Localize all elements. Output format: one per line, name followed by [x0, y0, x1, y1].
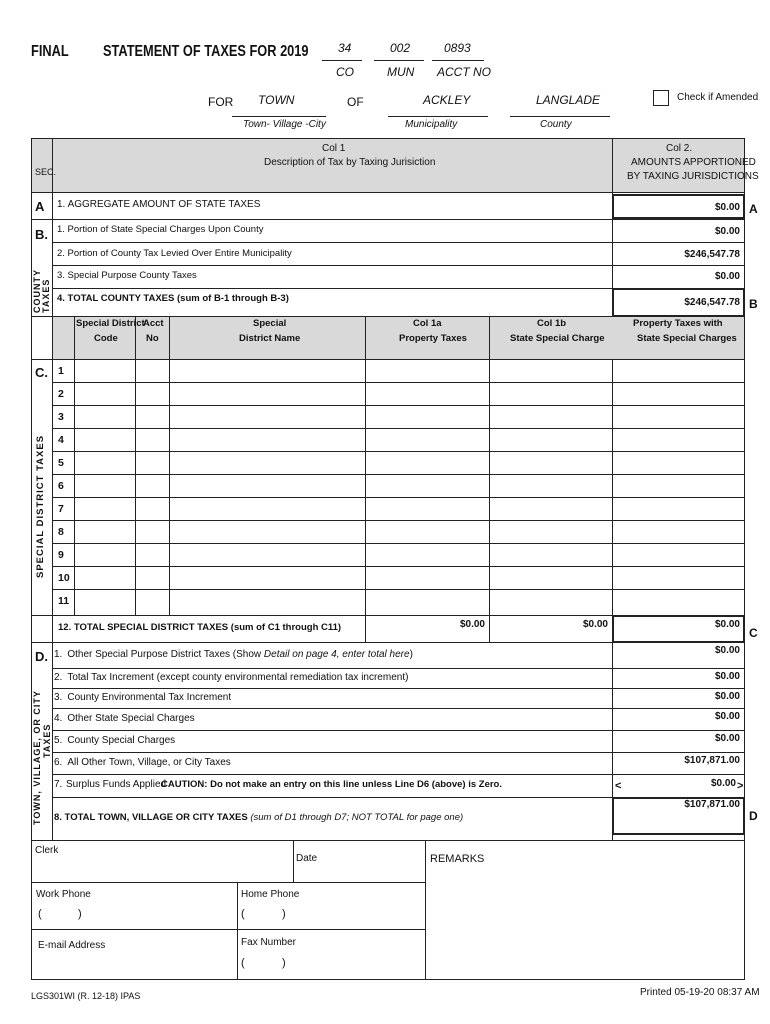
- section-c-row-number: 10: [58, 572, 70, 584]
- fax-label: Fax Number: [241, 937, 297, 948]
- section-c-cell[interactable]: [136, 521, 169, 542]
- section-c-cell[interactable]: [490, 544, 612, 565]
- section-c-cell[interactable]: [170, 567, 365, 588]
- section-c-cell[interactable]: [75, 590, 135, 611]
- section-c-cell[interactable]: [136, 429, 169, 450]
- section-c-row-number: 6: [58, 480, 64, 492]
- section-c-cell[interactable]: [136, 475, 169, 496]
- c-header-name-2: District Name: [239, 333, 301, 344]
- town-underline: [232, 116, 326, 117]
- section-c-cell[interactable]: [613, 360, 744, 381]
- section-c-cell[interactable]: [490, 383, 612, 404]
- section-b-row-1-label: 1. Portion of State Special Charges Upon County: [57, 224, 264, 235]
- col2-subtitle-1: AMOUNTS APPORTIONED: [631, 157, 756, 168]
- section-c-total-label: 12. TOTAL SPECIAL DISTRICT TAXES (sum of C1 through C11): [58, 622, 342, 633]
- d7-number: 7.: [54, 779, 63, 790]
- section-d-row-text: Other Special Purpose District Taxes (Show: [67, 649, 264, 660]
- final-label: FINAL: [31, 43, 69, 60]
- section-c-cell[interactable]: [75, 406, 135, 427]
- section-c-cell[interactable]: [170, 475, 365, 496]
- town-value: TOWN: [258, 93, 295, 107]
- section-d-side: D: [749, 809, 758, 823]
- section-c-cell[interactable]: [136, 452, 169, 473]
- section-c-cell[interactable]: [170, 406, 365, 427]
- section-d-row-number: 5.: [54, 735, 63, 746]
- section-c-cell[interactable]: [366, 406, 489, 427]
- section-d-row-label: [54, 693, 231, 703]
- d7-caution: CAUTION: Do not make an entry on this line unless Line D6 (above) is Zero.: [161, 779, 502, 790]
- section-d-row-amount: $0.00: [714, 711, 740, 722]
- d8-label-main: 8. TOTAL TOWN, VILLAGE OR CITY TAXES: [54, 812, 248, 823]
- section-d-row-number: 2.: [54, 672, 63, 683]
- section-c-cell[interactable]: [366, 590, 489, 611]
- section-c-cell[interactable]: [170, 544, 365, 565]
- section-c-cell[interactable]: [170, 452, 365, 473]
- section-d-row-note: Detail on page 4, enter total here: [263, 649, 410, 660]
- section-c-cell[interactable]: [170, 521, 365, 542]
- section-c-cell[interactable]: [170, 590, 365, 611]
- section-b-row-2-amount: $246,547.78: [684, 249, 740, 260]
- section-d-row-label: [54, 673, 408, 683]
- col2-title: Col 2.: [666, 143, 693, 154]
- section-c-cell[interactable]: [75, 475, 135, 496]
- form-title: STATEMENT OF TAXES FOR 2019: [103, 43, 309, 60]
- printed-timestamp: Printed 05-19-20 08:37 AM: [640, 987, 760, 998]
- c-header-name-1: Special: [253, 318, 287, 329]
- acct-underline: [432, 60, 484, 61]
- section-d-row-amount: $0.00: [714, 733, 740, 744]
- section-d-row-amount: $107,871.00: [684, 755, 740, 766]
- mun-label: MUN: [387, 65, 415, 79]
- section-d-row-number: 6.: [54, 757, 63, 768]
- section-b-side: B: [749, 297, 758, 311]
- section-d-row-amount: $0.00: [714, 671, 740, 682]
- section-d-row-number: 3.: [54, 692, 63, 703]
- section-c-cell[interactable]: [170, 360, 365, 381]
- section-c-cell[interactable]: [75, 360, 135, 381]
- section-c-cell[interactable]: [75, 429, 135, 450]
- town-label: Town- Village -City: [243, 119, 326, 130]
- acct-value: 0893: [444, 41, 471, 55]
- section-c-cell[interactable]: [366, 429, 489, 450]
- d8-label-note: (sum of D1 through D7; NOT TOTAL for page one): [250, 812, 464, 823]
- col1-description: Description of Tax by Taxing Jurisiction: [264, 157, 436, 168]
- d7-gt: >: [737, 780, 744, 792]
- amended-checkbox[interactable]: [653, 90, 669, 106]
- sec-header: SEC.: [35, 167, 57, 177]
- section-d-row-number: 1.: [54, 649, 63, 660]
- county-underline: [510, 116, 610, 117]
- d7-lt: <: [615, 780, 622, 792]
- d8-label: [54, 813, 463, 823]
- section-c-cell[interactable]: [136, 590, 169, 611]
- section-c-cell[interactable]: [490, 567, 612, 588]
- section-b-row-3-amount: $0.00: [714, 271, 740, 282]
- section-b-total-amount: $246,547.78: [684, 297, 740, 308]
- section-c-cell[interactable]: [75, 452, 135, 473]
- home-phone-label: Home Phone: [241, 889, 300, 900]
- section-c-row-number: 8: [58, 526, 64, 538]
- special-district-vertical: SPECIAL DISTRICT TAXES: [35, 434, 46, 578]
- email-field[interactable]: [34, 955, 234, 977]
- section-c-cell[interactable]: [613, 567, 744, 588]
- section-c-side: C: [749, 626, 758, 640]
- section-c-row-number: 4: [58, 434, 64, 446]
- c-header-acct-1: Acct: [143, 318, 164, 329]
- section-c-row-number: 5: [58, 457, 64, 469]
- section-c-cell[interactable]: [75, 498, 135, 519]
- acct-label: ACCT NO: [437, 65, 491, 79]
- section-d-row-label: [54, 736, 175, 746]
- home-phone-paren-open: (: [241, 908, 245, 920]
- section-c-cell[interactable]: [366, 383, 489, 404]
- section-c-row-number: 9: [58, 549, 64, 561]
- section-a-label: 1. AGGREGATE AMOUNT OF STATE TAXES: [57, 199, 261, 210]
- section-c-row-number: 7: [58, 503, 64, 515]
- section-c-row-number: 11: [58, 595, 70, 607]
- section-c-cell[interactable]: [170, 429, 365, 450]
- town-taxes-vertical: TOWN, VILLAGE, OR CITY TAXES: [32, 690, 52, 825]
- for-label: FOR: [208, 95, 234, 109]
- municipality-underline: [388, 116, 488, 117]
- home-phone-paren-close: ): [282, 908, 286, 920]
- section-c-cell[interactable]: [366, 498, 489, 519]
- section-c-cell[interactable]: [136, 406, 169, 427]
- section-d-row-number: 4.: [54, 713, 63, 724]
- section-c-cell[interactable]: [366, 544, 489, 565]
- section-c-cell[interactable]: [75, 544, 135, 565]
- section-c-cell[interactable]: [490, 360, 612, 381]
- section-d-row-text: All Other Town, Village, or City Taxes: [67, 757, 231, 768]
- section-c-row-number: 3: [58, 411, 64, 423]
- section-c-cell[interactable]: [613, 383, 744, 404]
- section-d-row-label: [54, 650, 413, 660]
- section-d-row-text: Other State Special Charges: [67, 713, 195, 724]
- section-c-total-1a: $0.00: [459, 619, 485, 630]
- section-c-cell[interactable]: [613, 475, 744, 496]
- fax-field[interactable]: [246, 954, 422, 976]
- d7-label: Surplus Funds Applied: [66, 779, 167, 790]
- section-c-cell[interactable]: [75, 521, 135, 542]
- section-b-row-2-label: 2. Portion of County Tax Levied Over Entire Municipality: [57, 248, 292, 259]
- section-c-cell[interactable]: [613, 452, 744, 473]
- county-taxes-vertical: COUNTY TAXES: [32, 269, 51, 313]
- section-a-letter: A: [35, 199, 45, 214]
- mun-underline: [374, 60, 424, 61]
- section-c-row-number: 2: [58, 388, 64, 400]
- section-b-total-label: 4. TOTAL COUNTY TAXES (sum of B-1 through B-3): [57, 293, 289, 304]
- section-d-row-label: [54, 714, 195, 724]
- section-d-row-text: County Special Charges: [67, 735, 176, 746]
- work-phone-paren-close: ): [78, 908, 82, 920]
- d7-amount: $0.00: [710, 778, 736, 789]
- section-c-cell[interactable]: [490, 429, 612, 450]
- work-phone-label: Work Phone: [36, 889, 91, 900]
- work-phone-paren-open: (: [38, 908, 42, 920]
- home-phone-field[interactable]: [246, 905, 422, 925]
- section-d-row-text: County Environmental Tax Increment: [67, 692, 232, 703]
- work-phone-field[interactable]: [44, 905, 234, 925]
- date-label: Date: [296, 853, 318, 864]
- col2-subtitle-2: BY TAXING JURISDICTIONS: [627, 171, 759, 182]
- clerk-label: Clerk: [35, 845, 59, 856]
- section-c-cell[interactable]: [490, 590, 612, 611]
- co-underline: [322, 60, 362, 61]
- section-c-letter: C.: [35, 365, 48, 380]
- section-c-cell[interactable]: [136, 498, 169, 519]
- section-c-cell[interactable]: [613, 544, 744, 565]
- c-header-acct-2: No: [146, 333, 159, 344]
- section-d-row-label: [54, 758, 231, 768]
- section-c-cell[interactable]: [613, 521, 744, 542]
- section-c-cell[interactable]: [136, 383, 169, 404]
- amended-label: Check if Amended: [677, 92, 759, 103]
- section-d-row-note-end: ): [409, 649, 413, 660]
- section-c-cell[interactable]: [136, 360, 169, 381]
- c-header-with-1: Property Taxes with: [633, 318, 723, 329]
- section-a-side: A: [749, 202, 758, 216]
- section-d-row-amount: $0.00: [714, 645, 740, 656]
- c-header-col1b-1: Col 1b: [537, 318, 567, 329]
- section-d-letter: D.: [35, 649, 48, 664]
- c-header-col1b-2: State Special Charge: [510, 333, 605, 344]
- section-d-row-text: Total Tax Increment (except county environmental remediation tax increment): [67, 672, 409, 683]
- section-c-cell[interactable]: [613, 590, 744, 611]
- county-value: LANGLADE: [536, 93, 601, 107]
- fax-paren-close: ): [282, 957, 286, 969]
- section-c-cell[interactable]: [366, 452, 489, 473]
- c-header-code-1: Special District: [76, 318, 145, 329]
- co-value: 34: [338, 41, 352, 55]
- section-c-cell[interactable]: [490, 475, 612, 496]
- section-d-total-amount: $107,871.00: [684, 799, 740, 810]
- col1-title: Col 1: [322, 143, 346, 154]
- section-c-cell[interactable]: [136, 567, 169, 588]
- section-c-cell[interactable]: [490, 452, 612, 473]
- municipality-value: ACKLEY: [423, 93, 471, 107]
- section-b-row-3-label: 3. Special Purpose County Taxes: [57, 270, 197, 281]
- section-c-cell[interactable]: [366, 475, 489, 496]
- section-c-cell[interactable]: [136, 544, 169, 565]
- remarks-field[interactable]: [426, 870, 743, 978]
- c-header-code-2: Code: [94, 333, 118, 344]
- clerk-field[interactable]: [32, 858, 292, 881]
- section-c-cell[interactable]: [490, 498, 612, 519]
- section-a-amount: $0.00: [714, 202, 740, 213]
- section-c-cell[interactable]: [366, 567, 489, 588]
- c-header-col1a-1: Col 1a: [413, 318, 442, 329]
- section-c-cell[interactable]: [613, 429, 744, 450]
- section-c-cell[interactable]: [366, 521, 489, 542]
- fax-paren-open: (: [241, 957, 245, 969]
- c-header-with-2: State Special Charges: [637, 333, 737, 344]
- co-label: CO: [336, 65, 354, 79]
- section-c-cell[interactable]: [613, 498, 744, 519]
- section-c-total-1b: $0.00: [582, 619, 608, 630]
- section-c-cell[interactable]: [170, 498, 365, 519]
- email-label: E-mail Address: [38, 940, 106, 951]
- section-c-cell[interactable]: [170, 383, 365, 404]
- section-c-row-number: 1: [58, 365, 64, 377]
- municipality-label: Municipality: [405, 119, 458, 130]
- c-header-col1a-2: Property Taxes: [399, 333, 467, 344]
- mun-value: 002: [390, 41, 411, 55]
- section-c-total-amount: $0.00: [714, 619, 740, 630]
- section-c-cell[interactable]: [490, 521, 612, 542]
- section-b-row-1-amount: $0.00: [714, 226, 740, 237]
- section-c-cell[interactable]: [75, 383, 135, 404]
- remarks-label: REMARKS: [430, 853, 485, 865]
- section-c-cell[interactable]: [490, 406, 612, 427]
- section-c-cell[interactable]: [613, 406, 744, 427]
- section-d-row-amount: $0.00: [714, 691, 740, 702]
- of-label: OF: [347, 95, 364, 109]
- county-label: County: [540, 119, 572, 130]
- section-c-cell[interactable]: [366, 360, 489, 381]
- section-c-cell[interactable]: [75, 567, 135, 588]
- form-id: LGS301WI (R. 12-18) IPAS: [31, 991, 141, 1001]
- section-b-letter: B.: [35, 227, 48, 242]
